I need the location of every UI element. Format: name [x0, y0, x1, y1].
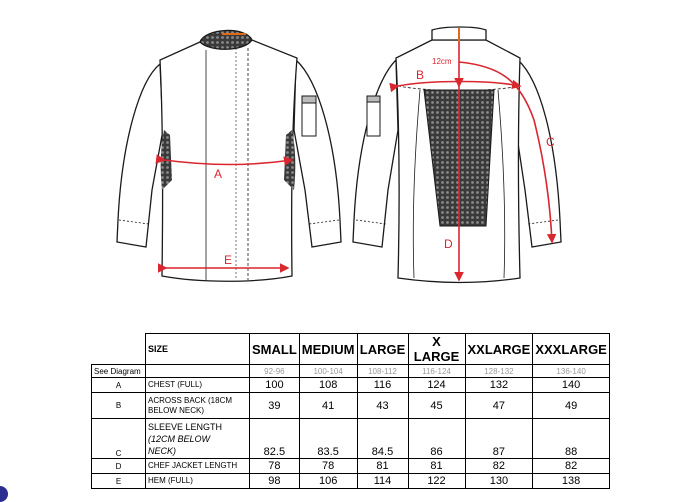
row-value: 86 — [408, 419, 465, 459]
row-letter: A — [92, 378, 146, 393]
range-xxlarge: 128-132 — [465, 365, 533, 378]
range-small: 92-96 — [250, 365, 300, 378]
front-left-sleeve — [117, 64, 163, 247]
row-letter: C — [92, 419, 146, 459]
header-corner — [92, 334, 146, 365]
size-xxlarge-header: XXLARGE — [465, 334, 533, 365]
row-label-line: BELOW NECK) — [148, 405, 205, 415]
row-value: 78 — [250, 459, 300, 474]
measure-neck-offset-label: 12cm — [432, 57, 452, 66]
size-chart-table — [91, 333, 610, 489]
range-large: 108-112 — [357, 365, 408, 378]
row-label: CHEF JACKET LENGTH — [146, 459, 250, 474]
row-label-line: SLEEVE LENGTH — [148, 421, 223, 432]
row-value: 140 — [533, 378, 610, 393]
row-value: 39 — [250, 393, 300, 419]
back-left-sleeve — [353, 60, 398, 247]
row-label: CHEST (FULL) — [146, 378, 250, 393]
corner-decoration — [0, 486, 8, 502]
measure-b-label: B — [416, 68, 425, 82]
row-value: 116 — [357, 378, 408, 393]
size-large-header: LARGE — [357, 334, 408, 365]
row-value: 87 — [465, 419, 533, 459]
row-value: 108 — [299, 378, 357, 393]
row-letter: B — [92, 393, 146, 419]
row-value: 43 — [357, 393, 408, 419]
range-xlarge: 116-124 — [408, 365, 465, 378]
row-letter: D — [92, 459, 146, 474]
row-value: 47 — [465, 393, 533, 419]
table-row — [92, 459, 610, 474]
table-row — [92, 378, 610, 393]
range-label-blank — [146, 365, 250, 378]
row-value: 82 — [465, 459, 533, 474]
back-jacket-view — [353, 27, 561, 283]
row-value: 41 — [299, 393, 357, 419]
measure-d-label: D — [444, 237, 453, 251]
table-row — [92, 419, 610, 459]
row-value: 81 — [357, 459, 408, 474]
row-value: 122 — [408, 474, 465, 489]
row-label-line: ACROSS BACK (18CM — [148, 395, 233, 405]
row-value: 82.5 — [250, 419, 300, 459]
row-value: 138 — [533, 474, 610, 489]
range-xxxlarge: 136-140 — [533, 365, 610, 378]
table-row — [92, 474, 610, 489]
row-value: 78 — [299, 459, 357, 474]
row-value: 132 — [465, 378, 533, 393]
see-diagram-label: See Diagram — [92, 365, 146, 378]
range-medium: 100-104 — [299, 365, 357, 378]
measure-e-label: E — [224, 253, 233, 267]
size-header-label: SIZE — [146, 334, 250, 365]
row-label — [146, 419, 250, 459]
size-medium-header: MEDIUM — [299, 334, 357, 365]
size-xlarge-header: X LARGE — [408, 334, 465, 365]
row-value: 84.5 — [357, 419, 408, 459]
row-value: 98 — [250, 474, 300, 489]
row-value: 106 — [299, 474, 357, 489]
row-value: 88 — [533, 419, 610, 459]
front-right-sleeve — [294, 60, 341, 247]
size-range-row — [92, 365, 610, 378]
row-value: 45 — [408, 393, 465, 419]
measure-c-label: C — [546, 135, 555, 149]
row-label — [146, 393, 250, 419]
table-row — [92, 393, 610, 419]
row-value: 124 — [408, 378, 465, 393]
row-letter: E — [92, 474, 146, 489]
row-value: 81 — [408, 459, 465, 474]
row-value: 114 — [357, 474, 408, 489]
row-value: 49 — [533, 393, 610, 419]
row-value: 130 — [465, 474, 533, 489]
row-label: HEM (FULL) — [146, 474, 250, 489]
measure-a-label: A — [214, 167, 223, 181]
row-label-line: NECK) — [148, 445, 177, 456]
size-header-row — [92, 334, 610, 365]
row-value: 83.5 — [299, 419, 357, 459]
row-label-line: (12CM BELOW — [148, 433, 211, 444]
size-small-header: SMALL — [250, 334, 300, 365]
size-xxxlarge-header: XXXLARGE — [533, 334, 610, 365]
row-value: 82 — [533, 459, 610, 474]
front-body — [160, 40, 297, 281]
back-right-sleeve — [516, 60, 561, 247]
front-jacket-view — [117, 30, 341, 281]
row-value: 100 — [250, 378, 300, 393]
